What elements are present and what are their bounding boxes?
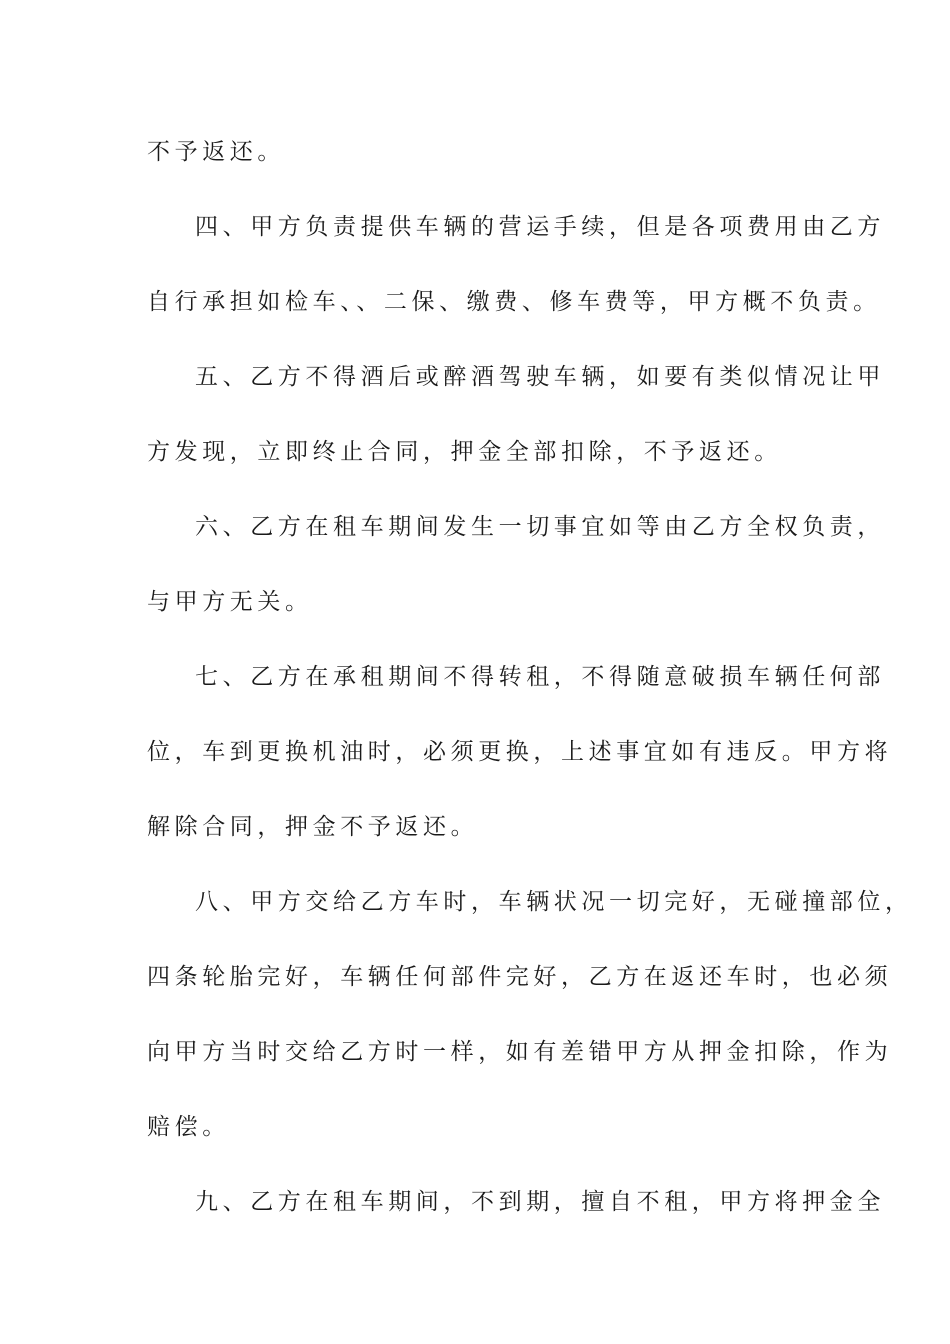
paragraph-7-line-1: 七、乙方在承租期间不得转租，不得随意破损车辆任何部 [195,664,885,690]
paragraph-7-line-2: 位，车到更换机油时，必须更换，上述事宜如有违反。甲方将 [147,739,893,765]
paragraph-4-line-2: 自行承担如检车、、二保、缴费、修车费等，甲方概不负责。 [147,289,881,315]
paragraph-8-line-4: 赔偿。 [147,1114,230,1140]
paragraph-7-line-3: 解除合同，押金不予返还。 [147,814,479,840]
paragraph-6-line-2: 与甲方无关。 [147,589,313,615]
text-line: 不予返还。 [147,139,285,165]
paragraph-4-line-1: 四、甲方负责提供车辆的营运手续，但是各项费用由乙方 [195,214,885,240]
paragraph-5-line-2: 方发现，立即终止合同，押金全部扣除，不予返还。 [147,439,782,465]
paragraph-8-line-2: 四条轮胎完好，车辆任何部件完好，乙方在返还车时，也必须 [147,964,893,990]
paragraph-5-line-1: 五、乙方不得酒后或醉酒驾驶车辆，如要有类似情况让甲 [195,364,885,390]
paragraph-8-line-1: 八、甲方交给乙方车时，车辆状况一切完好，无碰撞部位， [195,889,913,915]
paragraph-8-line-3: 向甲方当时交给乙方时一样，如有差错甲方从押金扣除，作为 [147,1039,893,1065]
paragraph-6-line-1: 六、乙方在租车期间发生一切事宜如等由乙方全权负责， [195,514,885,540]
paragraph-9-line-1: 九、乙方在租车期间，不到期，擅自不租，甲方将押金全 [195,1189,885,1215]
